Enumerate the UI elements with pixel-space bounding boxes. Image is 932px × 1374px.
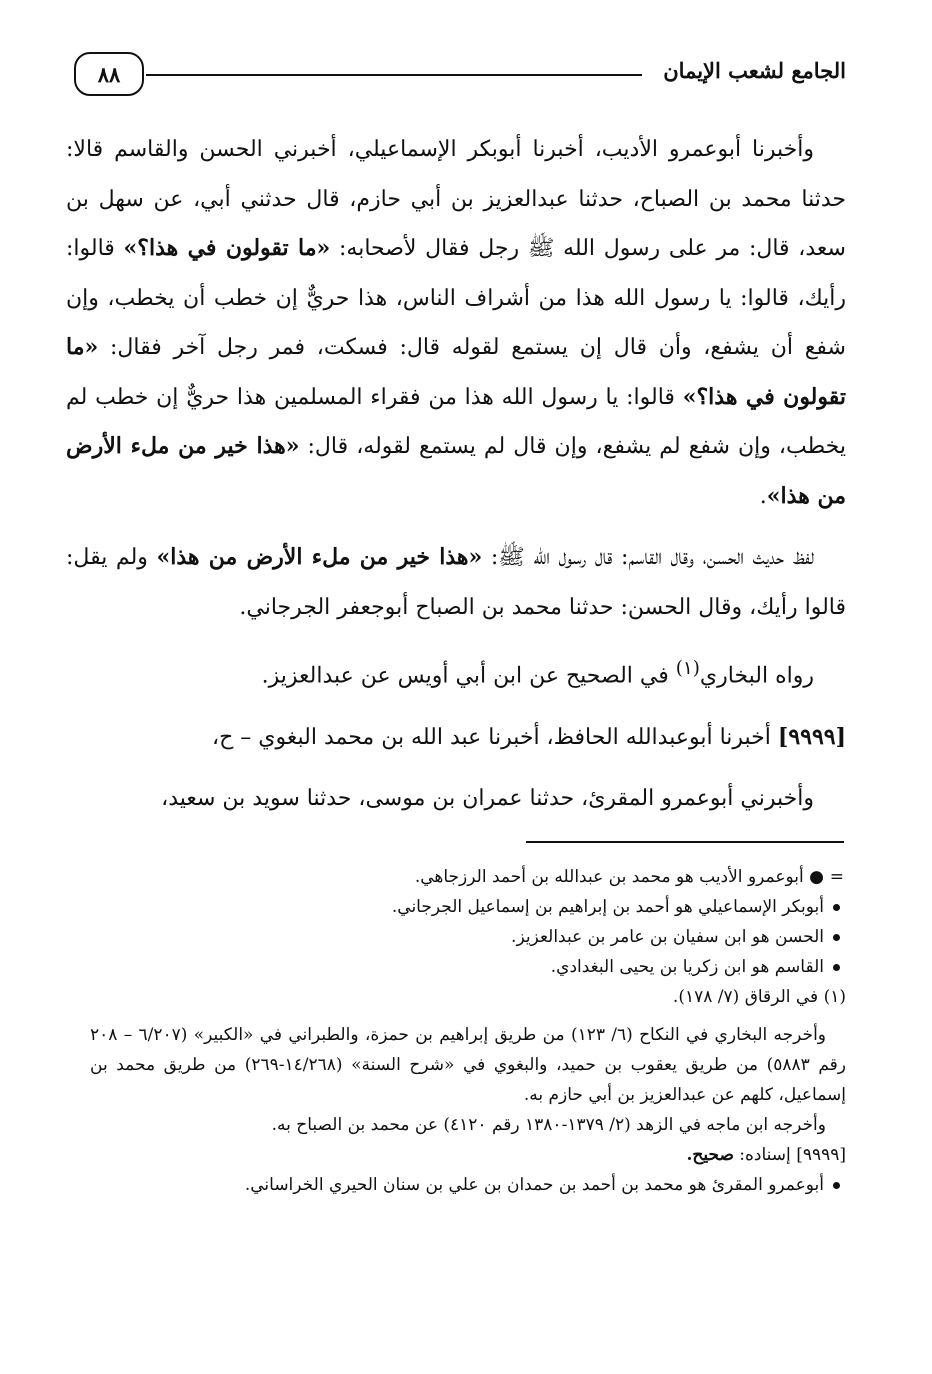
prophetic-quote: «ما تقولون في هذا؟» xyxy=(123,235,331,261)
footnote-bullet: = ● أبوعمرو الأديب هو محمد بن عبدالله بن أحمد الرزجاهي. xyxy=(90,862,846,892)
text-run: ولم يقل: قالوا رأيك، وقال الحسن: حدثنا محمد بن الصباح أبوجعفر الجرجاني. xyxy=(66,545,846,620)
header-rule xyxy=(146,74,642,76)
prophetic-quote: «هذا خير من ملء الأرض من هذا» xyxy=(66,433,846,509)
footnote-bullet: القاسم هو ابن زكريا بن يحيى البغدادي. xyxy=(90,952,846,982)
footnote-separator xyxy=(526,841,844,843)
wording-paragraph xyxy=(66,533,846,632)
main-text xyxy=(66,125,846,824)
text-run: . xyxy=(759,483,767,509)
chain-paragraph: وأخبرني أبوعمرو المقرئ، حدثنا عمران بن موسى، حدثنا سويد بن سعيد، xyxy=(161,786,814,812)
text-run: رواه البخاري xyxy=(699,663,814,689)
text-run: في الصحيح عن ابن أبي أويس عن عبدالعزيز. xyxy=(261,663,676,689)
hadith-paragraph xyxy=(66,125,846,521)
hadith-number: [٩٩٩٩] xyxy=(777,723,846,750)
note-text: أبوعمرو الأديب هو محمد بن عبدالله بن أحمد الرزجاهي. xyxy=(414,867,804,887)
page-header xyxy=(66,52,846,102)
footnote-bullet: أبوبكر الإسماعيلي هو أحمد بن إبراهيم بن إسماعيل الجرجاني. xyxy=(90,892,846,922)
prophetic-quote: «ما تقولون في هذا؟» xyxy=(66,334,847,410)
prophetic-quote: «هذا خير من ملء الأرض من هذا» xyxy=(156,544,483,570)
footnote-1-takhrij: وأخرجه البخاري في النكاح (٦/ ١٢٣) من طريق إبراهيم بن حمزة، والطبراني في «الكبير» (٦/٢٠٧ – ٢٠٨ رقم ٥٨٨٣) من طريق يعقوب بن حميد، والبغوي في «شرح السنة» (١٤/٢٦٨-٢٦٩) من طريق محمد بن إسماعيل، كلهم عن عبدالعزيز بن أبي حازم به. xyxy=(90,1025,846,1105)
footnote-1: (١) في الرقاق (٧/ ١٧٨). xyxy=(672,987,846,1007)
footnotes xyxy=(90,862,846,1200)
text-run: قالوا: رأيك، قالوا: يا رسول الله هذا من أشراف الناس، هذا حريٌّ إن خطب أن يخطب، وإن شفع أن يشفع، وأن قال إن يستمع لقوله قال: فسكت، فمر رجل آخر فقال: xyxy=(66,236,846,360)
footnote-ref: (١) xyxy=(675,658,700,679)
continuation-mark: = xyxy=(829,867,844,887)
isnad-grade xyxy=(90,1140,846,1170)
text-run: أخبرنا أبوعبدالله الحافظ، أخبرنا عبد الله بن محمد البغوي – ح، xyxy=(212,724,778,750)
new-hadith-paragraph xyxy=(66,713,846,763)
page-number-badge: ٨٨ xyxy=(74,52,144,96)
footnote-bullet: الحسن هو ابن سفيان بن عامر بن عبدالعزيز. xyxy=(90,922,846,952)
text-run: لفظ حديث الحسن، وقال القاسم: قال رسول الله ﷺ: xyxy=(482,545,815,570)
isnad-grade-value: صحيح. xyxy=(686,1145,734,1165)
text-run: وأخبرنا أبوعمرو الأديب، أخبرنا أبوبكر الإسماعيلي، أخبرني الحسن والقاسم قالا: حدثنا محمد بن الصباح، حدثنا عبدالعزيز بن أبي حازم، قال حدثني أبي، عن سهل بن سعد، قال: مر على رسول الله ﷺ رجل فقال لأصحابه: xyxy=(66,137,846,261)
running-title: الجامع لشعب الإيمان xyxy=(663,58,846,83)
footnote-1-takhrij-2: وأخرجه ابن ماجه في الزهد (٢/ ١٣٧٩-١٣٨٠ رقم ٤١٢٠) عن محمد بن الصباح به. xyxy=(271,1115,826,1135)
attribution-paragraph xyxy=(66,644,846,701)
text-run: قالوا: يا رسول الله هذا من فقراء المسلمين هذا حريٌّ إن خطب لم يخطب، وإن شفع لم يشفع، وإن قال لم يستمع لقوله، قال: xyxy=(66,384,846,459)
footnote-bullet: أبوعمرو المقرئ هو محمد بن أحمد بن حمدان بن علي بن سنان الحيري الخراساني. xyxy=(90,1170,846,1200)
hadith-number: [٩٩٩٩] xyxy=(796,1145,846,1165)
isnad-label: إسناده: xyxy=(733,1145,797,1165)
